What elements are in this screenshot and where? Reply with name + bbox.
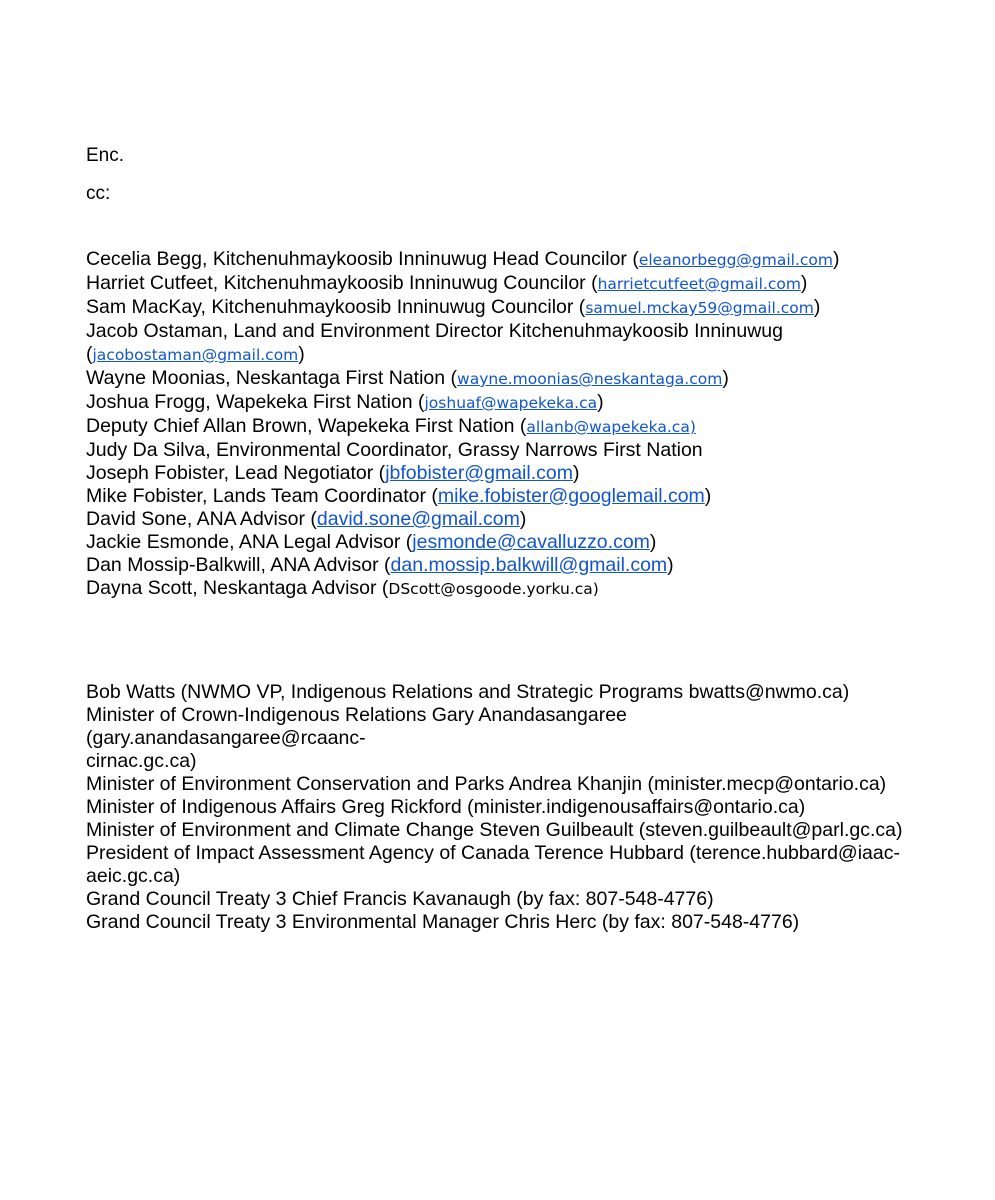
recipient-line: aeic.gc.ca) <box>86 865 181 887</box>
enclosure-label: Enc. <box>86 145 125 166</box>
recipient-line: Minister of Crown-Indigenous Relations Gary Anandasangaree <box>86 704 627 726</box>
recipient-line: Grand Council Treaty 3 Chief Francis Kavanaugh (by fax: 807-548-4776) <box>86 888 714 910</box>
email-link[interactable]: eleanorbegg@gmail.com <box>638 251 834 269</box>
recipient-line: Deputy Chief Allan Brown, Wapekeka First Nation (allanb@wapekeka.ca) <box>86 415 696 437</box>
email-text: DScott@osgoode.yorku.ca) <box>388 580 599 598</box>
recipient-line: Sam MacKay, Kitchenuhmaykoosib Inninuwug Councilor (samuel.mckay59@gmail.com) <box>86 296 821 318</box>
recipient-line: Dayna Scott, Neskantaga Advisor (DScott@osgoode.yorku.ca) <box>86 577 599 599</box>
email-link[interactable]: jesmonde@cavalluzzo.com <box>412 531 650 553</box>
email-link[interactable]: joshuaf@wapekeka.ca <box>424 394 598 412</box>
recipient-line: (jacobostaman@gmail.com) <box>86 343 305 365</box>
recipient-line: Mike Fobister, Lands Team Coordinator (mike.fobister@googlemail.com) <box>86 485 712 507</box>
recipient-line: Harriet Cutfeet, Kitchenuhmaykoosib Inninuwug Councilor (harrietcutfeet@gmail.com) <box>86 272 808 294</box>
recipient-line: David Sone, ANA Advisor (david.sone@gmail.com) <box>86 508 527 530</box>
email-link[interactable]: samuel.mckay59@gmail.com <box>585 299 814 317</box>
email-link[interactable]: jbfobister@gmail.com <box>385 462 573 484</box>
recipient-line: Dan Mossip-Balkwill, ANA Advisor (dan.mossip.balkwill@gmail.com) <box>86 554 674 576</box>
email-link[interactable]: mike.fobister@googlemail.com <box>437 485 705 507</box>
email-link[interactable]: dan.mossip.balkwill@gmail.com <box>390 554 668 576</box>
recipient-line: Grand Council Treaty 3 Environmental Manager Chris Herc (by fax: 807-548-4776) <box>86 911 800 933</box>
recipient-line: (gary.anandasangaree@rcaanc- <box>86 727 366 749</box>
recipient-line: Jackie Esmonde, ANA Legal Advisor (jesmonde@cavalluzzo.com) <box>86 531 657 553</box>
recipient-line: Wayne Moonias, Neskantaga First Nation (wayne.moonias@neskantaga.com) <box>86 367 729 389</box>
email-link[interactable]: harrietcutfeet@gmail.com <box>597 275 801 293</box>
recipient-line: Joshua Frogg, Wapekeka First Nation (joshuaf@wapekeka.ca) <box>86 391 604 413</box>
recipient-line: Joseph Fobister, Lead Negotiator (jbfobister@gmail.com) <box>86 462 580 484</box>
email-link[interactable]: david.sone@gmail.com <box>316 508 520 530</box>
recipient-line: Judy Da Silva, Environmental Coordinator, Grassy Narrows First Nation <box>86 439 703 461</box>
recipient-line: President of Impact Assessment Agency of Canada Terence Hubbard (terence.hubbard@iaac- <box>86 842 900 864</box>
cc-recipient-list-indigenous <box>86 248 966 601</box>
email-link[interactable]: allanb@wapekeka.ca) <box>526 418 696 436</box>
cc-label: cc: <box>86 183 111 204</box>
recipient-line: Cecelia Begg, Kitchenuhmaykoosib Inninuwug Head Councilor (eleanorbegg@gmail.com) <box>86 248 840 270</box>
recipient-line: Bob Watts (NWMO VP, Indigenous Relations and Strategic Programs bwatts@nwmo.ca) <box>86 681 850 703</box>
email-link[interactable]: wayne.moonias@neskantaga.com <box>457 370 723 388</box>
recipient-line: cirnac.gc.ca) <box>86 750 197 772</box>
recipient-line: Minister of Environment Conservation and Parks Andrea Khanjin (minister.mecp@ontario.ca) <box>86 773 887 795</box>
email-link[interactable]: jacobostaman@gmail.com <box>92 346 299 364</box>
recipient-line: Minister of Indigenous Affairs Greg Rickford (minister.indigenousaffairs@ontario.ca) <box>86 796 806 818</box>
recipient-line: Minister of Environment and Climate Change Steven Guilbeault (steven.guilbeault@parl.gc.ca) <box>86 819 903 841</box>
recipient-line: Jacob Ostaman, Land and Environment Director Kitchenuhmaykoosib Inninuwug <box>86 320 783 342</box>
cc-recipient-list-government <box>86 681 966 934</box>
